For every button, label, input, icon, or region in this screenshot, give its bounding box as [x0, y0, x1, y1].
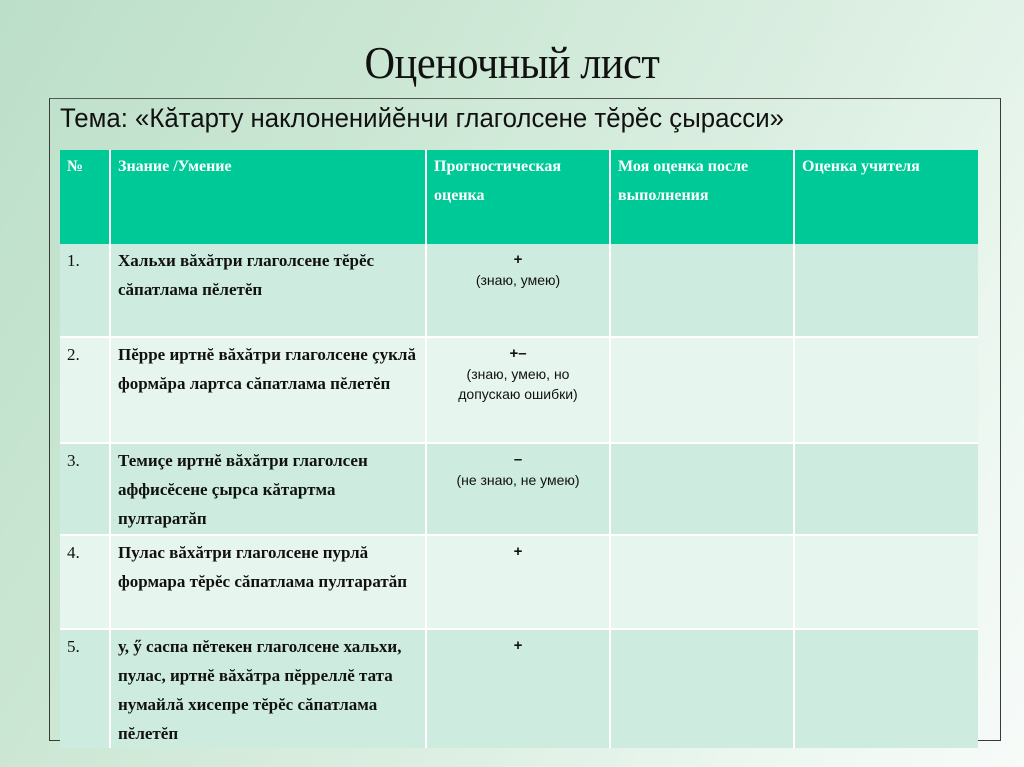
teacher-grade-cell[interactable]: [795, 338, 978, 444]
assessment-table: [60, 150, 978, 748]
header-teacher-grade: Оценка учителя: [795, 150, 978, 244]
prognostic-grade-cell: [427, 630, 611, 748]
teacher-grade-cell[interactable]: [795, 244, 978, 338]
header-number: №: [60, 150, 111, 244]
topic-heading: Тема: «Кăтарту наклоненийĕнчи глаголсене тĕрĕс çырасси»: [60, 103, 784, 133]
prognostic-grade-cell: [427, 244, 611, 338]
skill-text: Темиçе иртнĕ вăхăтри глаголсен аффисĕсене çырса кăтартма пултаратăп: [111, 444, 427, 536]
table-row: [60, 244, 978, 338]
row-number: 1.: [60, 244, 111, 338]
teacher-grade-cell[interactable]: [795, 536, 978, 630]
prognostic-grade-cell: [427, 338, 611, 444]
prognostic-note: (знаю, умею, но допускаю ошибки): [458, 366, 578, 402]
row-number: 2.: [60, 338, 111, 444]
skill-text: у, ӳ саспа пĕтекен глаголсене хальхи, пулас, иртнĕ вăхăтра пĕрреллĕ тата нумайлă хисепре тĕрĕс сăпатлама пĕлетĕп: [111, 630, 427, 748]
prognostic-note: (не знаю, не умею): [456, 472, 580, 488]
self-grade-cell[interactable]: [611, 536, 795, 630]
row-number: 4.: [60, 536, 111, 630]
prognostic-note: (знаю, умею): [475, 272, 561, 288]
prognostic-grade-cell: [427, 536, 611, 630]
table-header-row: [60, 150, 978, 244]
header-prognostic-grade: Прогностическая оценка: [427, 150, 611, 244]
self-grade-cell[interactable]: [611, 338, 795, 444]
self-grade-cell[interactable]: [611, 444, 795, 536]
skill-text: Пулас вăхăтри глаголсене пурлă формара тĕрĕс сăпатлама пултаратăп: [111, 536, 427, 630]
prognostic-mark: +: [513, 637, 523, 654]
skill-text: Хальхи вăхăтри глаголсене тĕрĕс сăпатлама пĕлетĕп: [111, 244, 427, 338]
prognostic-mark: +–: [509, 345, 527, 362]
slide-title: Оценочный лист: [364, 37, 660, 88]
teacher-grade-cell[interactable]: [795, 444, 978, 536]
table-row: [60, 444, 978, 536]
row-number: 5.: [60, 630, 111, 748]
self-grade-cell[interactable]: [611, 244, 795, 338]
prognostic-mark: +: [513, 251, 523, 268]
table-row: [60, 630, 978, 748]
self-grade-cell[interactable]: [611, 630, 795, 748]
row-number: 3.: [60, 444, 111, 536]
header-skill: Знание /Умение: [111, 150, 427, 244]
table-row: [60, 536, 978, 630]
prognostic-grade-cell: [427, 444, 611, 536]
prognostic-mark: +: [513, 543, 523, 560]
header-self-grade: Моя оценка после выполнения: [611, 150, 795, 244]
teacher-grade-cell[interactable]: [795, 630, 978, 748]
skill-text: Пĕрре иртнĕ вăхăтри глаголсене çуклă формăра лартса сăпатлама пĕлетĕп: [111, 338, 427, 444]
table-row: [60, 338, 978, 444]
prognostic-mark: –: [513, 451, 523, 468]
